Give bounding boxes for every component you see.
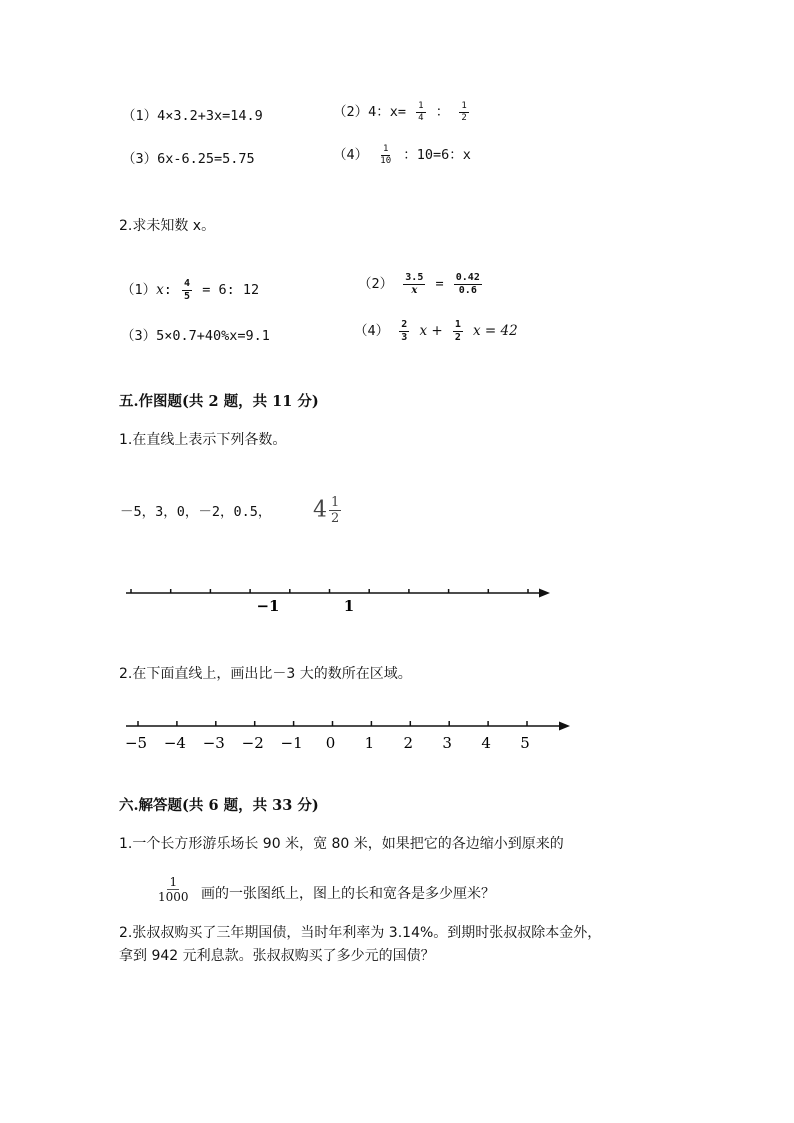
- axis-label: 3: [442, 734, 452, 752]
- section-5-question-2: 2.在下面直线上，画出比－3 大的数所在区域。: [119, 666, 412, 682]
- axis-label: 1: [364, 734, 375, 752]
- section-6-question-2-line-2: 拿到 942 元利息款。张叔叔购买了多少元的国债？: [119, 948, 435, 964]
- number-line-1: [0, 580, 794, 620]
- solve-equation-2: （2） $\frac{3.5}{x}$ = $\frac{0.42}{0.6}$: [358, 271, 480, 296]
- axis-label: −5: [124, 734, 148, 752]
- axis-label: −2: [241, 734, 264, 752]
- axis-label: 0: [325, 734, 336, 752]
- equation-3: （3）6x-6.25=5.75: [122, 151, 255, 167]
- axis-label: 4: [481, 734, 491, 752]
- axis-label: 1: [343, 597, 355, 615]
- section-6-question-2-line-1: 2.张叔叔购买了三年期国债，当时年利率为 3.14%。到期时张叔叔除本金外，: [119, 925, 602, 941]
- solve-equation-4: （4） $\frac{2}{3}$ x + $\frac{1}{2}$ x = 42: [354, 318, 518, 343]
- section-5-title: 五.作图题(共 2 题，共 11 分): [119, 393, 319, 410]
- solve-equation-1: （1）x: $\frac{4}{5}$ = 6: 12: [121, 277, 260, 302]
- number-list: －5，3，0，－2，0.5，: [120, 504, 272, 520]
- section-6-question-1-line-1: 1.一个长方形游乐场长 90 米，宽 80 米，如果把它的各边缩小到原来的: [119, 836, 564, 852]
- equation-1: （1）4×3.2+3x=14.9: [122, 108, 263, 124]
- mixed-number: 4 $\frac{1}{2}$: [313, 495, 340, 526]
- axis-label: 5: [520, 734, 530, 752]
- axis-label: −1: [256, 597, 280, 615]
- axis-label: −1: [280, 734, 303, 752]
- axis-label: 2: [403, 734, 414, 752]
- axis-label: −3: [202, 734, 225, 752]
- section-6-question-1-line-2: 画的一张图纸上，图上的长和宽各是多少厘米？: [201, 886, 495, 902]
- question-2-title: 2.求未知数 x。: [119, 218, 216, 234]
- equation-4: （4） $\frac{1}{10}$ ：10=6：x: [333, 143, 471, 166]
- equation-2: （2）4：x= $\frac{1}{4}$ ： $\frac{1}{2}$: [333, 100, 467, 123]
- solve-equation-3: （3）5×0.7+40%x=9.1: [121, 328, 270, 344]
- section-5-question-1: 1.在直线上表示下列各数。: [119, 432, 287, 448]
- scale-fraction: $\frac{1}{1000}$: [158, 875, 189, 904]
- axis-label: −4: [163, 734, 186, 752]
- number-line-2: [0, 712, 794, 754]
- section-6-title: 六.解答题(共 6 题，共 33 分): [119, 797, 319, 814]
